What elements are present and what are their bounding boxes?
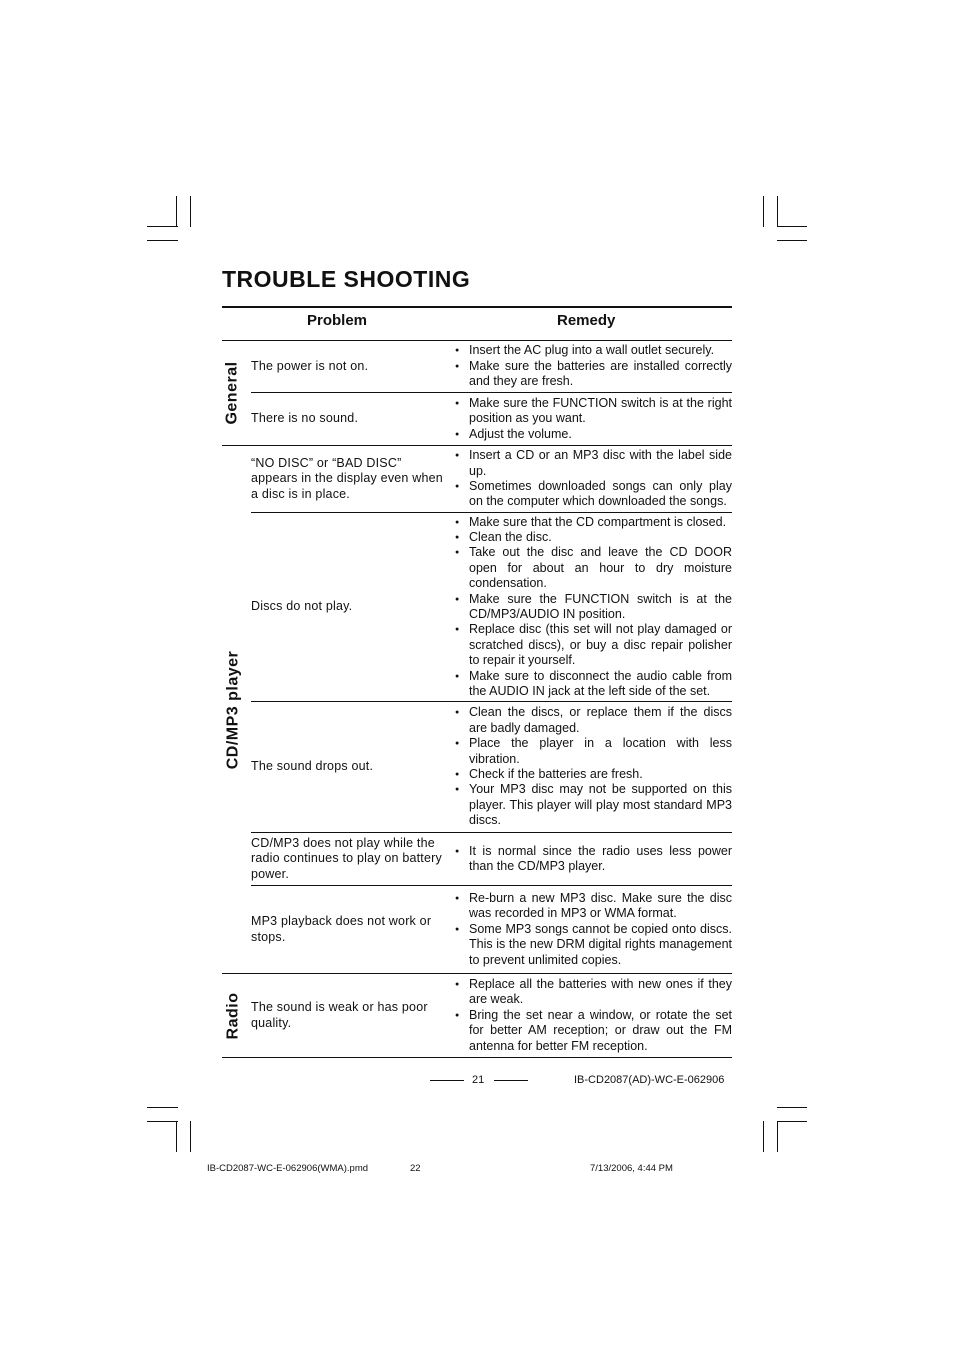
crop-mark <box>777 1121 778 1152</box>
crop-mark <box>147 1107 178 1108</box>
problem-cell: The sound is weak or has poor quality. <box>251 1000 428 1030</box>
crop-mark <box>190 196 191 227</box>
page-title: TROUBLE SHOOTING <box>222 266 471 292</box>
remedy-item: ● Re-burn a new MP3 disc. Make sure the disc was recorded in MP3 or WMA format. <box>455 891 732 922</box>
remedy-item: ● Make sure the FUNCTION switch is at the CD/MP3/AUDIO IN position. <box>455 592 732 623</box>
problem-cell: MP3 playback does not work or stops. <box>251 914 432 944</box>
crop-mark <box>147 240 178 241</box>
table-row <box>251 702 732 832</box>
remedy-item: ● Adjust the volume. <box>455 427 732 442</box>
crop-mark <box>777 1107 807 1108</box>
remedy-item: ● Sometimes downloaded songs can only play on the computer which downloaded the songs. <box>455 479 732 510</box>
section-label-general: General <box>224 361 241 425</box>
table-row <box>251 886 732 973</box>
page-number-rule-right <box>494 1080 528 1081</box>
remedy-cell <box>455 513 732 701</box>
section-label-radio: Radio <box>224 992 242 1039</box>
remedy-item: ● Take out the disc and leave the CD DOOR open for about an hour to dry moisture condensation. <box>455 545 732 591</box>
document-code: IB-CD2087(AD)-WC-E-062906 <box>574 1074 725 1086</box>
remedy-item: ● Clean the discs, or replace them if the discs are badly damaged. <box>455 705 732 736</box>
problem-cell: CD/MP3 does not play while the radio continues to play on battery power. <box>251 835 442 881</box>
remedy-item: ● Place the player in a location with less vibration. <box>455 736 732 767</box>
problem-cell: The sound drops out. <box>251 759 374 774</box>
remedy-item: ● It is normal since the radio uses less power than the CD/MP3 player. <box>455 844 732 875</box>
remedy-item: ● Replace all the batteries with new ones if they are weak. <box>455 977 732 1008</box>
remedy-item: ● Replace disc (this set will not play damaged or scratched discs), or buy a disc repair polisher to repair it yourself. <box>455 622 732 668</box>
crop-mark <box>147 1121 178 1122</box>
remedy-item: ● Make sure the batteries are installed correctly and they are fresh. <box>455 359 732 390</box>
crop-mark <box>763 1121 764 1152</box>
remedy-item: ● Make sure the FUNCTION switch is at the right position as you want. <box>455 396 732 427</box>
table-row <box>251 341 732 392</box>
crop-mark <box>763 196 764 227</box>
problem-cell: There is no sound. <box>251 411 359 426</box>
section-label-cd-mp3-player: CD/MP3 player <box>224 650 242 769</box>
remedy-item: ● Bring the set near a window, or rotate the set for better AM reception; or draw out the FM antenna for better FM reception. <box>455 1008 732 1054</box>
page-number: 21 <box>472 1074 485 1086</box>
problem-cell: “NO DISC” or “BAD DISC” appears in the display even when a disc is in place. <box>251 455 443 501</box>
print-file-name: IB-CD2087-WC-E-062906(WMA).pmd <box>207 1163 369 1174</box>
table-row <box>251 513 732 701</box>
remedy-cell <box>455 341 732 392</box>
remedy-column-header: Remedy <box>557 312 616 329</box>
table-row <box>251 446 732 512</box>
crop-mark <box>176 196 177 227</box>
remedy-item: ● Make sure to disconnect the audio cable from the AUDIO IN jack at the left side of the set. <box>455 669 732 700</box>
crop-mark <box>777 196 778 227</box>
remedy-cell <box>455 393 732 445</box>
table-top-rule <box>222 306 732 308</box>
remedy-item: ● Make sure that the CD compartment is closed. <box>455 515 732 530</box>
problem-column-header: Problem <box>307 312 368 329</box>
print-sheet-number: 22 <box>410 1163 421 1174</box>
remedy-item: ● Your MP3 disc may not be supported on this player. This player will play most standard MP3 discs. <box>455 782 732 828</box>
remedy-cell <box>455 886 732 973</box>
remedy-cell <box>455 833 732 885</box>
crop-mark <box>777 226 807 227</box>
crop-mark <box>147 226 178 227</box>
table-row <box>251 833 732 885</box>
table-bottom-rule <box>222 1057 732 1058</box>
remedy-cell <box>455 974 732 1057</box>
remedy-item: ● Insert a CD or an MP3 disc with the label side up. <box>455 448 732 479</box>
page-number-rule-left <box>430 1080 464 1081</box>
remedy-cell <box>455 702 732 832</box>
crop-mark <box>777 1121 807 1122</box>
print-timestamp: 7/13/2006, 4:44 PM <box>590 1163 673 1174</box>
problem-cell: The power is not on. <box>251 358 369 373</box>
table-row <box>251 393 732 445</box>
remedy-item: ● Insert the AC plug into a wall outlet securely. <box>455 343 732 358</box>
crop-mark <box>190 1121 191 1152</box>
table-row <box>251 974 732 1057</box>
crop-mark <box>176 1121 177 1152</box>
remedy-item: ● Check if the batteries are fresh. <box>455 767 732 782</box>
remedy-cell <box>455 446 732 512</box>
problem-cell: Discs do not play. <box>251 599 353 614</box>
remedy-item: ● Clean the disc. <box>455 530 732 545</box>
remedy-item: ● Some MP3 songs cannot be copied onto discs. This is the new DRM digital rights management to prevent unlimited copies. <box>455 922 732 968</box>
crop-mark <box>777 240 807 241</box>
